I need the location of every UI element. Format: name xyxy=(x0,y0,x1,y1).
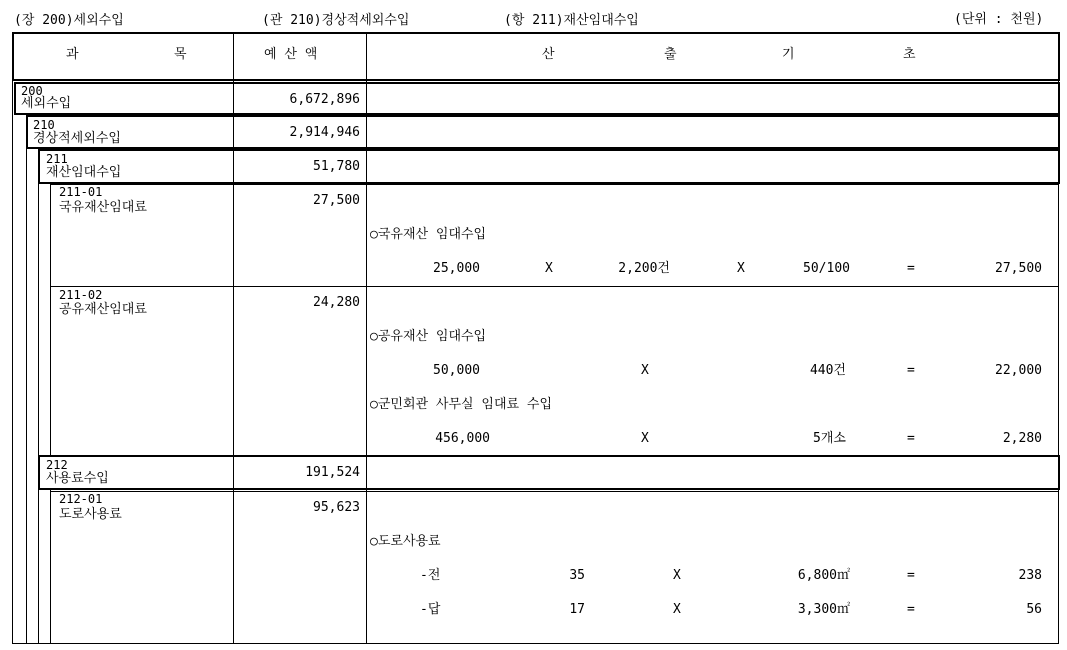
road-row-1-eq: = xyxy=(907,568,915,583)
amount-200: 6,672,896 xyxy=(289,92,360,107)
code-211: 211 xyxy=(46,152,68,166)
calc1-eq: = xyxy=(907,363,915,378)
item-label: (항 211)재산임대수입 xyxy=(504,13,639,28)
basis-title1-211-02: ○공유재산 임대수입 xyxy=(370,329,487,344)
calc-eq: = xyxy=(907,261,915,276)
basis-title-212-01: ○도로사용료 xyxy=(370,534,441,549)
header-basis-3: 기 xyxy=(782,47,795,62)
road-row-1-b: 6,800㎡ xyxy=(797,568,850,583)
row-212 xyxy=(38,455,1060,490)
calc2-eq: = xyxy=(907,431,915,446)
basis-title-211-01: ○국유재산 임대수입 xyxy=(370,227,487,242)
header-subject-2: 목 xyxy=(174,47,187,62)
amount-211: 51,780 xyxy=(313,159,360,174)
header-subject-1: 과 xyxy=(66,47,79,62)
unit-label: (단위 : 천원) xyxy=(954,12,1044,27)
calc1-x: X xyxy=(641,363,649,378)
nest-line-1 xyxy=(26,115,27,643)
row-210 xyxy=(26,115,1060,149)
amount-212-01: 95,623 xyxy=(313,500,360,515)
calc1-a: 50,000 xyxy=(433,363,480,378)
header-basis-4: 초 xyxy=(903,47,916,62)
header-basis-1: 산 xyxy=(542,47,555,62)
calc1-total: 22,000 xyxy=(995,363,1042,378)
header-budget: 예 산 액 xyxy=(264,47,318,62)
calc1-b: 440건 xyxy=(809,363,846,378)
road-row-1-total: 238 xyxy=(1018,568,1042,583)
chapter-label: (장 200)세외수입 xyxy=(14,13,124,28)
name-211-02: 공유재산임대료 xyxy=(59,302,147,317)
amount-211-01: 27,500 xyxy=(313,193,360,208)
calc2-total: 2,280 xyxy=(1002,431,1042,446)
amount-212: 191,524 xyxy=(305,465,360,480)
road-row-2-a: 17 xyxy=(569,602,585,617)
name-211-01: 국유재산임대료 xyxy=(59,200,147,215)
row-211 xyxy=(38,149,1060,184)
road-row-2-label: -답 xyxy=(420,602,441,617)
name-212: 사용료수입 xyxy=(46,471,109,486)
name-200: 세외수입 xyxy=(21,96,72,111)
road-row-1-a: 35 xyxy=(569,568,585,583)
road-row-2-x: X xyxy=(673,602,681,617)
code-200: 200 xyxy=(21,84,43,98)
code-212-01: 212-01 xyxy=(59,492,103,506)
header-basis-2: 출 xyxy=(664,47,677,62)
calc-x2: X xyxy=(737,261,745,276)
nest-line-2 xyxy=(38,149,39,643)
code-211-02: 211-02 xyxy=(59,288,103,302)
amount-211-02: 24,280 xyxy=(313,295,360,310)
calc-x1: X xyxy=(545,261,553,276)
nest-line-3a xyxy=(50,183,51,455)
name-212-01: 도로사용료 xyxy=(59,507,122,522)
calc2-a: 456,000 xyxy=(435,431,490,446)
calc-total: 27,500 xyxy=(995,261,1042,276)
calc-c: 50/100 xyxy=(803,261,850,276)
road-row-2-total: 56 xyxy=(1026,602,1042,617)
code-212: 212 xyxy=(46,458,68,472)
basis-title2-211-02: ○군민회관 사무실 임대료 수입 xyxy=(370,397,553,412)
bottom-border xyxy=(12,643,1059,644)
name-210: 경상적세외수입 xyxy=(33,131,121,146)
name-211: 재산임대수입 xyxy=(46,165,122,180)
calc-a: 25,000 xyxy=(433,261,480,276)
section-label: (관 210)경상적세외수입 xyxy=(262,13,410,28)
amount-210: 2,914,946 xyxy=(289,125,360,140)
calc2-x: X xyxy=(641,431,649,446)
left-border xyxy=(12,80,13,643)
road-row-2-b: 3,300㎡ xyxy=(797,602,850,617)
calc2-b: 5개소 xyxy=(813,431,846,446)
row-200 xyxy=(14,82,1060,115)
code-211-01: 211-01 xyxy=(59,185,103,199)
calc-b: 2,200건 xyxy=(618,261,670,276)
road-row-1-x: X xyxy=(673,568,681,583)
code-210: 210 xyxy=(33,118,55,132)
road-row-1-label: -전 xyxy=(420,568,441,583)
nest-line-3b xyxy=(50,490,51,643)
road-row-2-eq: = xyxy=(907,602,915,617)
